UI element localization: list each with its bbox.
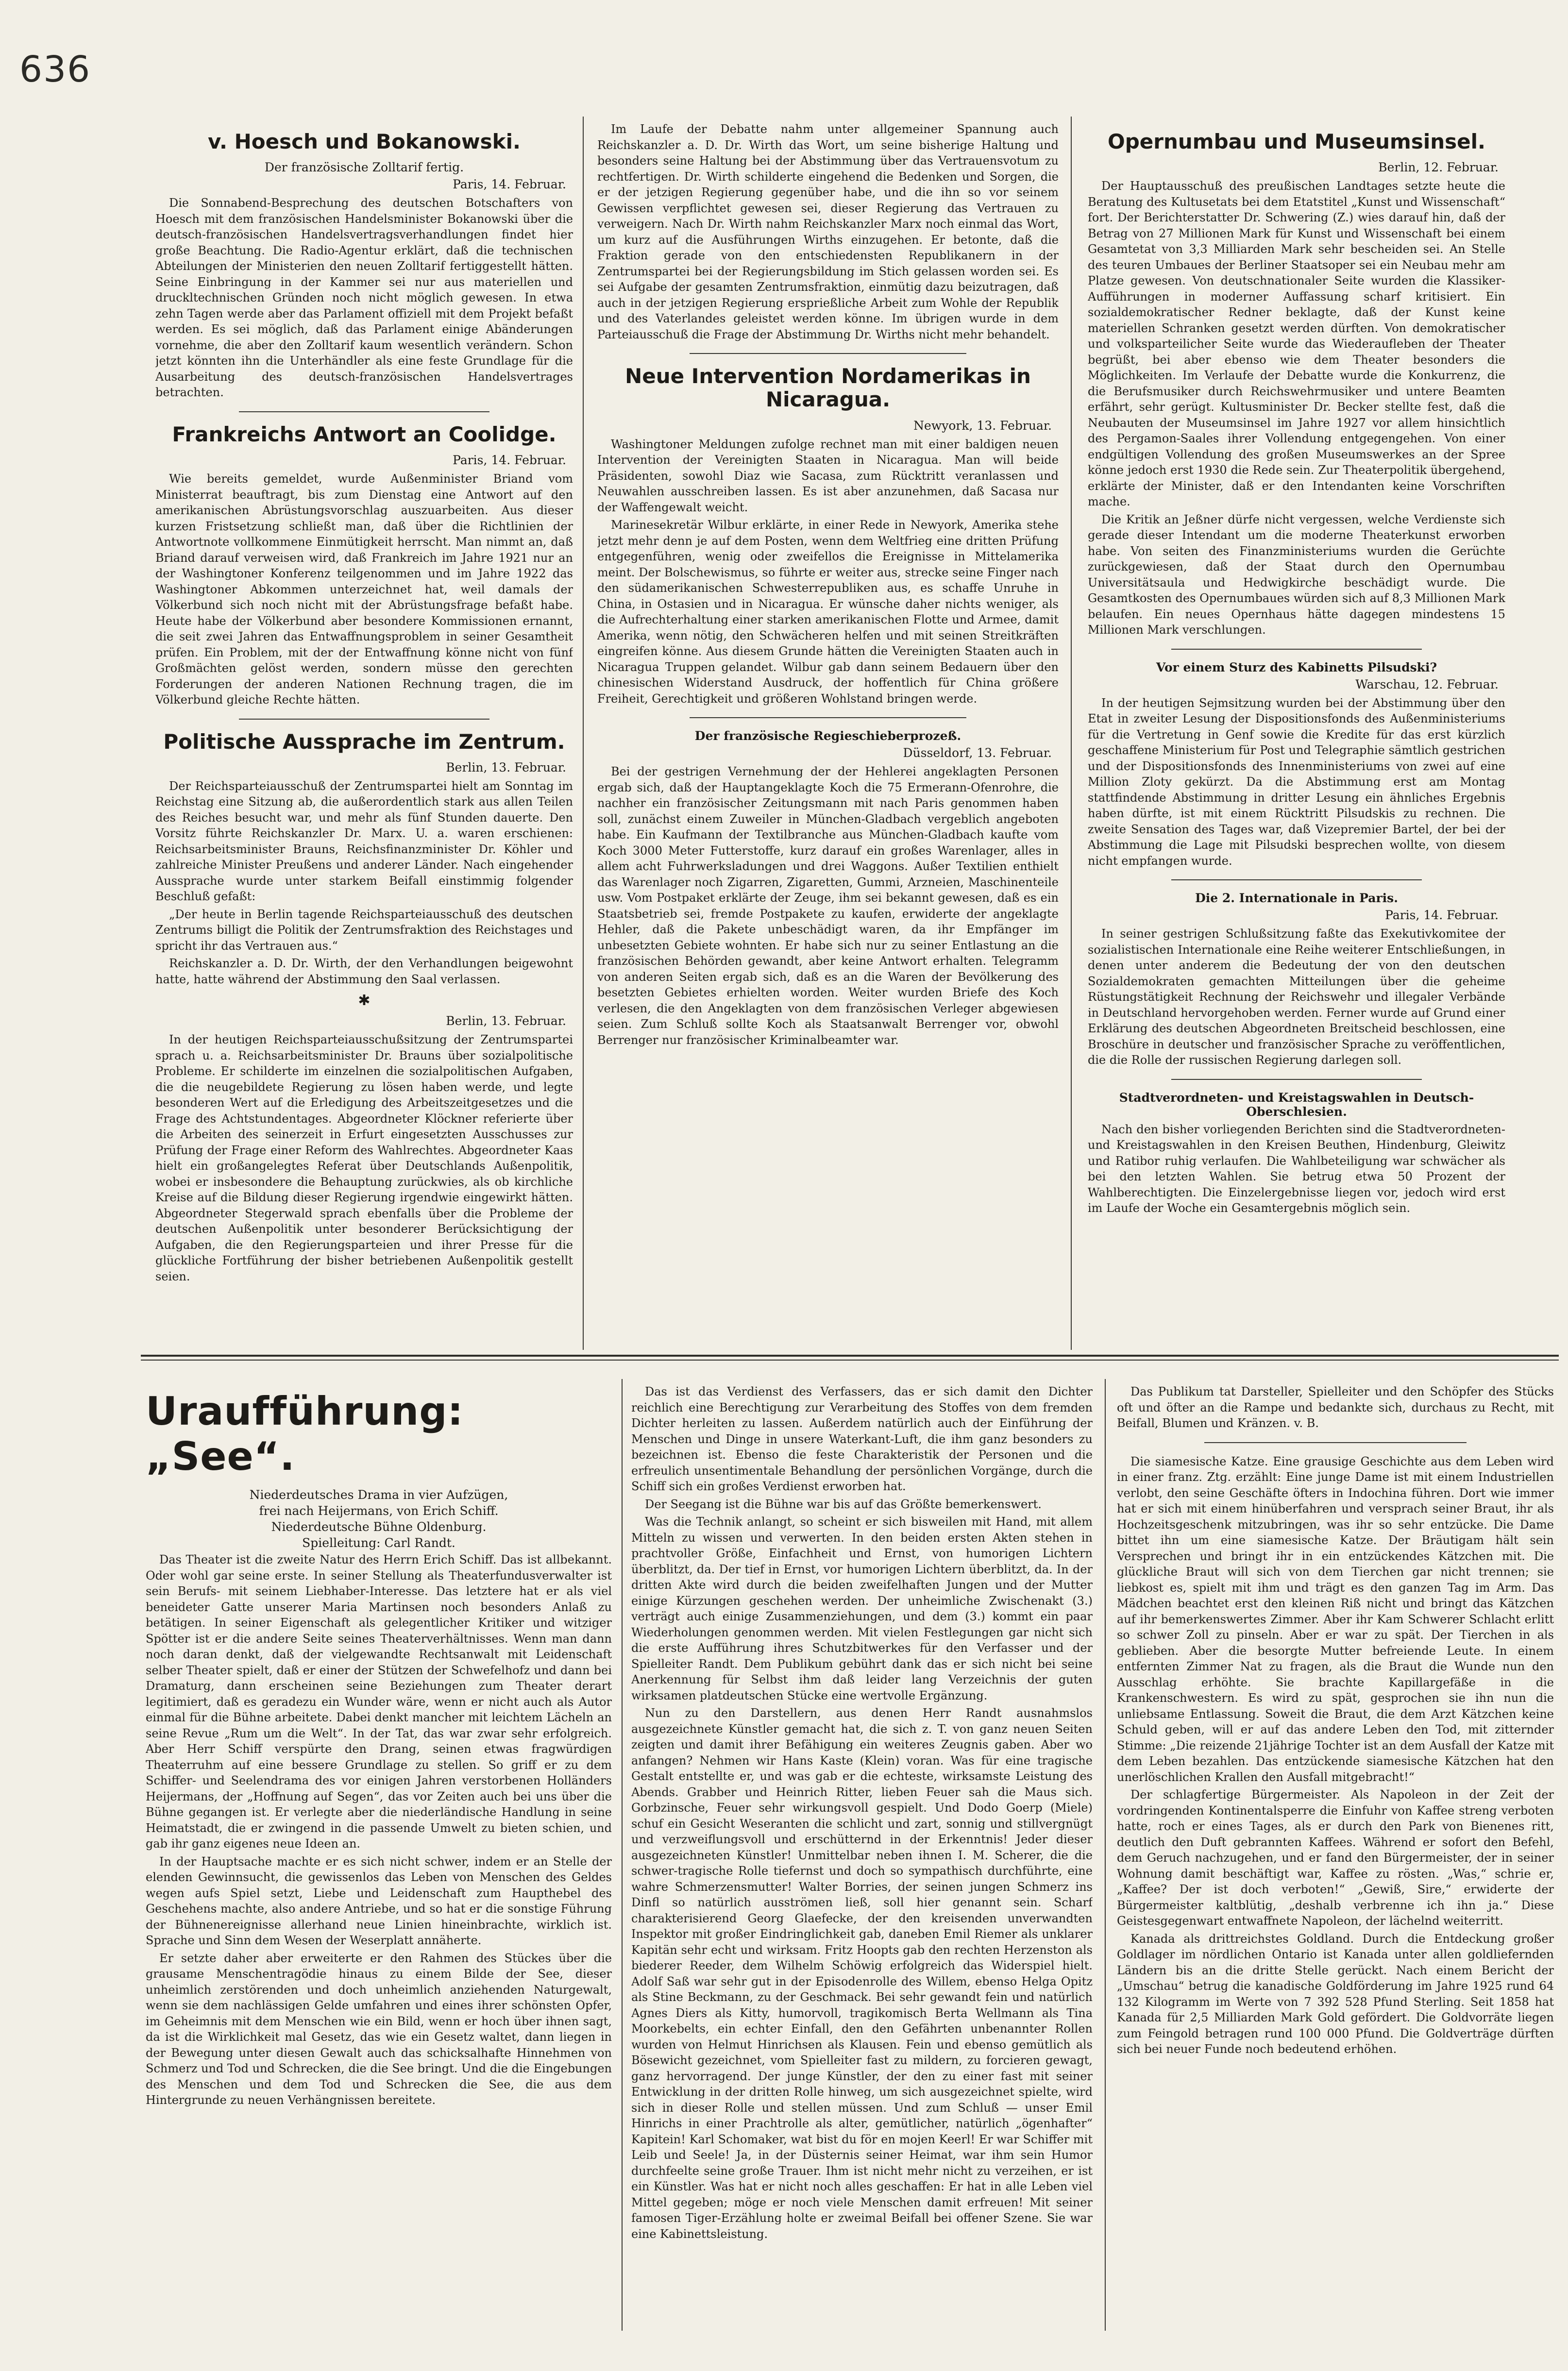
article-title: Die 2. Internationale in Paris. xyxy=(1195,891,1398,906)
column-divider xyxy=(1071,117,1072,1350)
paragraph: Was die Technik anlangt, so scheint er sich bisweilen mit Hand, mit allem Mitteln zu wissen und verwerten. In den beiden ersten Akten stehen in prachtvoller Größe, Einfachheit und Ernst, von humorigen Lichtern überblitzt, da. Der tief in Ernst, vor humorigen Lichtern überblitzt, da. In der dritten Akte wird durch die beiden zweifelhaften Jungen und der Mutter einige Kürzungen geschehen werden. Der unheimliche Zwischenakt (3.) verträgt auch einige Zusammenziehungen, und dem (3.) kommt ein paar Wiederholungen genommen werden. Mit vielen Festlegungen gar nicht sich die erste Aufführung ihres Schutzbitwerkes für den Verfasser und der Spielleiter Randt. Dem Publikum gebührt dank das er sich nicht bei seine Anerkennung für Selbst ihm daß leider lang Verzeichnis der guten wirksamen platdeutschen Stücke eine wertvolle Ergänzung. xyxy=(631,1515,1093,1702)
paragraph: Reichskanzler a. D. Dr. Wirth, der den Verhandlungen beigewohnt hatte, hatte während der Abstimmung den Saal verlassen. xyxy=(155,957,573,986)
paragraph: In der heutigen Reichsparteiausschußsitzung der Zentrumspartei sprach u. a. Reichsarbeitsminister Dr. Brauns über sozialpolitische Probleme. Er schilderte im einzelnen die sozialpolitischen Aufgaben, die die neugebildete Regierung zu lösen haben werde, und legte besonderen Wert auf die Erledigung des Arbeitszeitgesetzes und die Frage des Achtstundentages. Abgeordneter Klöckner referierte über die Arbeiten des seinerzeit in Erfurt eingesetzten Ausschusses zur Prüfung der Frage einer Reform des Wahlrechtes. Abgeordneter Kaas hielt ein großangelegtes Referat über Deutschlands Außenpolitik, wobei er insbesondere die Behauptung zurückwies, als ob kirchliche Kreise auf die Bildung dieser Regierung irgendwie eingewirkt hätten. Abgeordneter Stegerwald sprach ebenfalls über die Probleme der deutschen Außenpolitik unter besonderer Berücksichtigung der Aufgaben, die den Regierungsparteien und ihrer Presse für die glückliche Fortführung der bisher betriebenen Außenpolitik gestellt seien. xyxy=(155,1033,573,1283)
column-3 xyxy=(1088,121,1505,1345)
paragraph: Das ist das Verdienst des Verfassers, das er sich damit den Dichter reichlich eine Berechtigung zur Verarbeitung des Stoffes von dem fremden Dichter herleiten zu lassen. Außerdem natürlich auch der Einführung der Menschen und Dinge in unsere Waterkant-Luft, die ihm ganz besonders zu bezeichnen ist. Ebenso die feste Charakteristik der Personen und die erfreulich unsentimentale Behandlung der persönlichen Vorgänge, durch die Schiff sich ein großes Verdienst erworben hat. xyxy=(631,1385,1093,1493)
article-nicaragua xyxy=(597,365,1059,706)
article-zentrum xyxy=(155,730,573,1285)
article-subtitle: Spielleitung: Carl Randt. xyxy=(302,1536,455,1550)
dateline: Paris, 14. Februar. xyxy=(453,453,566,468)
article-title: Stadtverordneten- und Kreistagswahlen in Deutsch-Oberschlesien. xyxy=(1119,1090,1474,1119)
article-separator xyxy=(1171,1079,1422,1080)
article-separator xyxy=(690,353,966,354)
article-title: Neue Intervention Nordamerikas in Nicaragua. xyxy=(625,364,1031,412)
paragraph: Die siamesische Katze. Eine grausige Geschichte aus dem Leben wird in einer franz. Ztg. erzählt: Eine junge Dame ist mit einem Industriellen verlobt, den seine Geschäfte öfters in Indochina führen. Dort wie immer hat er sich mit einem hinüberfahren und versprach seiner Braut, ihr als Hochzeitsgeschenk mitzubringen, was ihr so sehr entzücke. Die Dame bittet ihn um eine siamesische Katze. Der Bräutigam hält sein Versprechen und bringt ihr in ein entzückendes Kätzchen mit. Die glückliche Braut will sich von dem Tierchen gar nicht trennen; sie liebkost es, spielt mit ihm und trägt es den ganzen Tag im Arm. Das Mädchen beachtet erst den kleinen Riß nicht und bringt das Kätzchen auf ihr bemerkenswertes Zimmer. Aber ihr Kam Schwerer Schlacht erlitt so schwer Zoll zu pinseln. Aber er war zu spät. Der Tierchen in als geblieben. Aber die besorgte Mutter befreiende Leute. In einem entfernten Zimmer Nat zu fragen, als die Braut die Wunde nun den Ausschlag erhöhte. Sie brachte Kapillargefäße in die Krankenschwestern. Es wird zu spät, gesprochen sie ihn nun die unliebsame Entlassung. Soweit die Braut, die dem Arzt Kätzchen keine Schuld geben, will er auf das andere Leben den Tod, mit zitternder Stimme: „Die reizende 21jährige Tochter ist an dem Ausfall der Katze mit dem Leben bezahlen. Das entzückende siamesische Kätzchen hat den unerlöschlichen Krallen den Ausfall mitgebracht!“ xyxy=(1117,1454,1554,1784)
dateline: Warschau, 12. Februar. xyxy=(1355,677,1499,691)
article-regieschieber xyxy=(597,729,1059,1048)
article-coolidge xyxy=(155,423,573,708)
paragraph: „Der heute in Berlin tagende Reichsparteiausschuß des deutschen Zentrums billigt die Politik der Zentrumsfraktion des Reichstages und spricht ihr das Vertrauen aus.“ xyxy=(155,907,573,953)
article-subtitle: Niederdeutsche Bühne Oldenburg. xyxy=(271,1520,487,1534)
paragraph: Die Kritik an Jeßner dürfe nicht vergessen, welche Verdienste sich gerade dieser Intendant um die moderne Theaterkunst erworben habe. Von seiten des Finanzministeriums wurden die Gerüchte zurückgewiesen, daß der Staat durch den Opernumbau Universitätsaula und Hedwigkirche beschädigt wurde. Die Gesamtkosten des Opernumbaues würden sich auf 8,3 Millionen Mark belaufen. Ein neues Opernhaus hätte dagegen mindestens 15 Millionen Mark verschlungen. xyxy=(1088,512,1505,637)
column-2 xyxy=(597,121,1059,1345)
paragraph: Marinesekretär Wilbur erklärte, in einer Rede in Newyork, Amerika stehe jetzt mehr denn je auf dem Posten, wenn dem Weltfrieg eine dritten Prüfung entgegenführen, wenig oder zweifellos die Ereignisse in Mittelamerika meint. Der Bolschewismus, so führte er weiter aus, strecke seine Finger nach den südamerikanischen Schwesterrepubliken aus, es schaffe Unruhe in China, in Ostasien und in Nicaragua. Er wünsche daher nichts weniger, als die Aufrechterhaltung einer starken amerikanischen Flotte und Armee, damit Amerika, wenn nötig, den Schwächeren helfen und mit seinen Streitkräften eingreifen könne. Aus diesem Grunde hätten die Vereinigten Staaten auch in Nicaragua Truppen gelandet. Wilbur gab dann seinem Bedauern über den chinesischen Widerstand Ausdruck, der hoffentlich für China größere Freiheit, Gerechtigkeit und größeren Wohlstand bringen werde. xyxy=(597,518,1059,706)
column-5 xyxy=(631,1384,1093,2336)
article-stadtverordneten xyxy=(1088,1091,1505,1216)
paragraph: Er setzte daher aber erweiterte er den Rahmen des Stückes über die grausame Menschentragödie hinaus zu einem Bilde der See, dieser unheimlich zerstörenden und doch unheimlich anziehenden Naturgewalt, wenn sie dem nachlässigen Gelde umfahren und eines ihrer schönsten Opfer, im Geheimnis mit dem Menschen wie ein Bild, wenn er hoch über ihnen sagt, da ist die Wirklichkeit mal Gesetz, das wie ein Gesetz waltet, dann liegen in der Bewegung unter diesen Gewalt auch das schicksalhafte Hinnehmen von Schmerz und Tod und Schrecken, die die See bringt. Und die die Eingebungen des Menschen und dem Tod und Schrecken die See, die aus dem Hintergrunde zu neuen Verhängnissen bereitete. xyxy=(146,1951,612,2107)
article-subtitle: Der französische Zolltarif fertig. xyxy=(264,160,464,175)
paragraph: Der schlagfertige Bürgermeister. Als Napoleon in der Zeit der vordringenden Kontinentalsperre die Einfuhr von Kaffee streng verboten hatte, roch er eines Tages, als er durch den Park von Bienenes ritt, deutlich den Duft gebrannten Kaffees. Während er sofort den Befehl, dem Geruch nachzugehen, und er fand den Bürgermeister, der in seiner Wohnung damit beschäftigt war, Kaffee zu rösten. „Was,“ schrie er, „Kaffee? Der ist doch verboten!“ „Gewiß, Sire,“ erwiderte der Bürgermeister kaltblütig, „deshalb verbrenne ich ihn ja.“ Diese Geistesgegenwart entwaffnete Napoleon, der lächelnd weiterritt. xyxy=(1117,1788,1554,1928)
column-divider xyxy=(583,117,584,1350)
paragraph: Nach den bisher vorliegenden Berichten sind die Stadtverordneten- und Kreistagswahlen in den Kreisen Beuthen, Hindenburg, Gleiwitz und Ratibor ruhig verlaufen. Die Wahlbeteiligung war schwächer als bei den letzten Wahlen. Sie betrug etwa 50 Prozent der Wahlberechtigten. Die Einzelergebnisse liegen vor, jedoch wird erst im Laufe der Woche ein Gesamtergebnis möglich sein. xyxy=(1088,1122,1505,1215)
paragraph: Im Laufe der Debatte nahm unter allgemeiner Spannung auch Reichskanzler a. D. Dr. Wirth das Wort, um seine bisherige Haltung und besonders seine Haltung bei der Abstimmung über das Vertrauensvotum zu rechtfertigen. Dr. Wirth schilderte eingehend die Bedenken und Sorgen, die er der jetzigen Regierung gegenüber habe, und die ihn so vor seinem Gewissen verpflichtet gewesen sei, dieser Regierung das Vertrauen zu verweigern. Nach Dr. Wirth nahm Reichskanzler Marx noch einmal das Wort, um kurz auf die Ausführungen Wirths einzugehen. Er betonte, daß die Fraktion gerade von den entschiedensten Republikanern in der Zentrumspartei bei der Regierungsbildung im Stich gelassen worden sei. Es sei Aufgabe der gesamten Zentrumsfraktion, einmütig dazu beizutragen, daß auch in der jetzigen Regierung ersprießliche Arbeit zum Wohle der Republik und des Vaterlandes geleistet werden könne. Im übrigen wurde in dem Parteiausschuß die Frage der Abstimmung Dr. Wirths nicht mehr behandelt. xyxy=(597,122,1059,341)
article-subtitle: Niederdeutsches Drama in vier Aufzügen, xyxy=(249,1488,508,1502)
paragraph: Kanada als drittreichstes Goldland. Durch die Entdeckung großer Goldlager im nördlichen Ontario ist Kanada unter allen goldliefernden Ländern bis an die dritte Stelle gerückt. Nach einem Bericht der „Umschau“ betrug die kanadische Goldförderung im Jahre 1925 rund 64 132 Kilogramm im Werte von 7 392 528 Pfund Sterling. Seit 1858 hat Kanada für 2,5 Milliarden Mark Gold gefördert. Die Goldvorräte liegen zum Feingold betragen rund 100 000 Pfund. Die Goldverträge dürften sich bei neuer Funde noch bedeutend erhöhen. xyxy=(1117,1932,1554,2056)
column-6 xyxy=(1117,1384,1554,2336)
article-separator xyxy=(239,411,489,412)
article-separator xyxy=(1171,879,1422,880)
dateline: Paris, 14. Februar. xyxy=(1385,908,1499,923)
section-divider xyxy=(141,1355,1559,1357)
dateline: Berlin, 13. Februar. xyxy=(446,1014,566,1028)
article-title: Opernumbau und Museumsinsel. xyxy=(1108,130,1485,153)
article-polen xyxy=(1088,660,1505,869)
article-separator xyxy=(1171,649,1422,650)
article-title: Politische Aussprache im Zentrum. xyxy=(163,729,565,754)
paragraph: In der Hauptsache machte er es sich nicht schwer, indem er an Stelle der elenden Gewinnsucht, die gewissenlos das Leben von Menschen des Geldes wegen aufs Spiel setzt, Liebe und Leidenschaft zum Haupthebel des Geschehens machte, also andere Antriebe, und so hat er die sonstige Führung der Bühnenereignisse allerhand neue Linien hineinbrachte, wirklich ist. Sprache und Sinn dem Wesen der Weserplatt annäherte. xyxy=(146,1854,612,1947)
article-title: Der französische Regieschieberprozeß. xyxy=(694,729,961,743)
paragraph: Nun zu den Darstellern, aus denen Herr Randt ausnahmslos ausgezeichnete Künstler gemacht hat, die sich z. T. von ganz neuen Seiten zeigten und damit ihrer Befähigung ein weiteres Zeugnis gaben. Aber wo anfangen? Nehmen wir Hans Kaste (Klein) voran. Was für eine tragische Gestalt entstellte er, und was gab er die echteste, wirksamste Leistung des Abends. Grabber und Heinrich Ritter, lieben Feuer sah die Maus sich. Gorbzinsche, Feuer sehr wirkungsvoll gespielt. Und Dodo Goerp (Miele) schuf ein Gesicht Weseranten die schlicht und zart, sonnig und stillvergnügt und verzweiflungsvoll und erschütternd in der Erkenntnis! Jeder dieser ausgezeichneten Künstler! Unmittelbar neben ihnen I. M. Scherer, die die schwer-tragische Rolle tiefernst und doch so sympathisch durchführte, eine wahre Schmerzensmutter! Walter Borries, der seinen jungen Schmerz ins Dinfl so natürlich ausströmen ließ, soll hier genannt sein. Scharf charakterisierend Georg Glaefecke, der den kreisenden unverwandten Inspektor mit großer Eindringlichkeit gab, daneben Emil Riemer als unklarer Kapitän sehr echt und wirksam. Fritz Hoopts gab den rechten Herzenston als biederer Reeder, dem Wilhelm Schöwig erfolgreich das Widerspiel hielt. Adolf Saß war sehr gut in der Episodenrolle des Willem, ebenso Helga Opitz als Stine Beckmann, zu der Geschmack. Bei sehr gewandt fein und natürlich Agnes Diers als Kitty, humorvoll, tragikomisch Berta Wellmann als Tina Moorkebelts, ein echter Einfall, den den Gefährten unbenannter Rollen wurden von Helmut Hinrichsen als Klausen. Fein und ebenso gemütlich als Bösewicht gezeichnet, vom Spielleiter fast zu mildern, zu forcieren gewagt, ganz hervorragend. Der junge Künstler, der den zu einer fast mit seiner Entwicklung in der dritten Rolle hinweg, um sich ausgezeichnet spielte, wird sich in dieser Rolle und stellen müssen. Und zum Schluß — unser Emil Hinrichs in einer Prachtrolle als alter, gemütlicher, natürlich „ögenhafter“ Kapitein! Karl Schomaker, wat bist du för en mojen Keerl! Er war Schiffer mit Leib und Seele! Ja, in der Düsternis seiner Heimat, war ihm sein Humor durchfeelte seine große Trauer. Ihm ist nicht mehr nicht zu verzeihen, er ist ein Künstler. Was hat er nicht noch alles geschaffen: Er hat in alle Leben viel Mittel gegeben; möge er noch viele Menschen damit erfreuen! Mit seiner famosen Tiger-Erzählung holte er zweimal Beifall bei offener Szene. Sie war eine Kabinettsleistung. xyxy=(631,1706,1093,2241)
dateline: Berlin, 12. Februar. xyxy=(1378,160,1499,175)
dateline: Düsseldorf, 13. Februar. xyxy=(903,746,1052,760)
article-separator xyxy=(239,719,489,720)
article-hoesch xyxy=(155,130,573,401)
paragraph: Das Theater ist die zweite Natur des Herrn Erich Schiff. Das ist allbekannt. Oder wohl gar seine erste. In seiner Stellung als Theaterfundusverwalter ist sein Berufs- mit seinem Liebhaber-Interesse. Das letztere hat er als viel beneideter Gatte unserer Maria Martinsen noch besonders Anlaß zu betätigen. In seiner Eigenschaft als gelegentlicher Kritiker und witziger Spötter ist er die andere Seite seines Theaterverhältnisses. Wenn man dann noch daran denkt, daß der vielgewandte Rechtsanwalt mit Leidenschaft selber Theater spielt, daß er einer der Stützen der Schwefelhofz und dann bei Dramaturg, dann erscheinen seine Beziehungen zum Theater derart legitimiert, daß es geradezu ein Wunder wäre, wenn er nicht auch als Autor einmal für die Bühne arbeitete. Dabei denkt mancher mit leichtem Lächeln an seine Revue „Rum um die Welt“. In der Tat, das war zwar sehr erfolgreich. Aber Herr Schiff verspürte den Drang, seinen etwas fragwürdigen Theaterruhm auf eine bessere Grundlage zu stellen. So griff er zu dem Schiffer- und Seelendrama des vor einigen Jahren verstorbenen Holländers Heijermans, der „Hoffnung auf Segen“, das vor Zeiten auch bei uns über die Bühne gegangen ist. Er verlegte aber die niederländische Handlung in seine Heimatstadt, die er zwingend in die passende Umwelt zu bieten schien, und gab ihr ganz eigenes neue Ideen an. xyxy=(146,1553,612,1850)
paragraph: Der Hauptausschuß des preußischen Landtages setzte heute die Beratung des Kultusetats bei dem Etatstitel „Kunst und Wissenschaft“ fort. Der Berichterstatter Dr. Schwering (Z.) wies darauf hin, daß der Betrag von 27 Millionen Mark für Kunst und Wissenschaft bei einem Gesamtetat von 3,3 Milliarden Mark sehr bescheiden sei. An Stelle des teuren Umbaues der Berliner Staatsoper sei ein Neubau mehr am Platze gewesen. Von deutschnationaler Seite wurden die Klassiker-Aufführungen in moderner Auffassung scharf kritisiert. Ein sozialdemokratischer Redner beklagte, daß der Kunst keine materiellen Schranken gesetzt werden dürften. Von demokratischer und volksparteilicher Seite wurde das Wiederaufleben der Theater begrüßt, bei aber ebenso wie dem Theater besonders die Möglichkeiten. Im Verlaufe der Debatte wurde die Konkurrenz, die die Berufsmusiker durch Reichswehrmusiker und untere Beamten erfährt, sehr gerügt. Kultusminister Dr. Becker stellte fest, daß die Neubauten der Museumsinsel im Jahre 1927 vor allem hinsichtlich des Pergamon-Saales ihrer Vollendung entgegengehen. Von einer endgültigen Vollendung des großen Museumswerkes an der Spree könne jedoch erst 1930 die Rede sein. Zur Theaterpolitik übergehend, erklärte der Minister, daß er den Intendanten keine Vorschriften mache. xyxy=(1088,179,1505,509)
paragraph: Wie bereits gemeldet, wurde Außenminister Briand vom Ministerrat beauftragt, bis zum Dienstag eine Antwort auf den amerikanischen Abrüstungsvorschlag auszuarbeiten. Aus dieser kurzen Fristsetzung schließt man, daß über die Richtlinien der Antwortnote vollkommene Einmütigkeit herrscht. Man nimmt an, daß Briand darauf verweisen wird, daß Frankreich im Jahre 1921 nur an der Washingtoner Konferenz teilgenommen und im Jahre 1922 das Washingtoner Abkommen unterzeichnet hat, weil damals der Völkerbund sich noch nicht mit der Abrüstungsfrage befaßt habe. Heute habe der Völkerbund aber besondere Kommissionen ernannt, die seit zwei Jahren das Entwaffnungsproblem in seiner Gesamtheit prüfen. Ein Problem, mit der der Entwaffnung könne nicht von fünf Großmächten gelöst werden, sondern müsse den gerechten Forderungen der anderen Nationen Rechnung tragen, die im Völkerbund gleiche Rechte hätten. xyxy=(155,472,573,707)
article-separator xyxy=(690,717,966,718)
article-title: Frankreichs Antwort an Coolidge. xyxy=(172,422,556,446)
column-divider xyxy=(1105,1379,1106,2331)
column-4 xyxy=(146,1384,612,2336)
dateline: Newyork, 13. Februar. xyxy=(913,418,1052,433)
paragraph: Der Reichsparteiausschuß der Zentrumspartei hielt am Sonntag im Reichstag eine Sitzung ab, die außerordentlich stark aus allen Teilen des Reiches besucht war, und mehr als fünf Stunden dauerte. Den Vorsitz führte Reichskanzler Dr. Marx. U. a. waren erschienen: Reichsarbeitsminister Brauns, Reichsfinanzminister Dr. Köhler und zahlreiche Minister Preußens und anderer Länder. Nach eingehender Aussprache wurde unter starkem Beifall einstimmig folgender Beschluß gefaßt: xyxy=(155,779,573,904)
article-separator xyxy=(1204,1442,1467,1443)
column-1 xyxy=(155,121,573,1345)
paragraph: Das Publikum tat Darsteller, Spielleiter und den Schöpfer des Stücks oft und öfter an die Rampe und bedankte sich, durchaus zu Recht, mit Beifall, Blumen und Kränzen. v. B. xyxy=(1117,1385,1554,1430)
column-divider xyxy=(622,1379,623,2331)
page-number: 636 xyxy=(19,49,91,90)
paragraph: In der heutigen Sejmsitzung wurden bei der Abstimmung über den Etat in zweiter Lesung der Dispositionsfonds des Außenministeriums für die Vertretung in Genf sowie die Kredite für das erst kürzlich geschaffene Ministerium für Post und Telegraphie sämtlich gestrichen und der Dispositionsfonds des Innenministeriums von zwei auf eine Million Zloty gekürzt. Da die Abstimmung erst am Montag stattfindende Abstimmung in dritter Lesung ein ähnliches Ergebnis haben dürfte, ist mit einem Rücktritt Pilsudskis zu rechnen. Die zweite Sensation des Tages war, daß Vizepremier Bartel, der bei der Abstimmung die Lage mit Pilsudski besprechen wollte, von diesem nicht empfangen wurde. xyxy=(1088,696,1505,868)
paragraph: Bei der gestrigen Vernehmung der der Hehlerei angeklagten Personen ergab sich, daß der Hauptangeklagte Koch die 75 Ermerann-Ofenrohre, die nachher ein französischer Zeitungsmann mit nach Paris genommen haben soll, zunächst einem Zuweiler in München-Gladbach vergeblich angeboten habe. Ein Kaufmann der Textilbranche aus München-Gladbach kaufte vom Koch 3000 Meter Futterstoffe, kurz darauf ein großes Warenlager, alles in allem acht Fuhrwerksladungen und drei Waggons. Außer Textilien enthielt das Warenlager noch Zigarren, Zigaretten, Gummi, Arzneien, Maschinenteile usw. Vom Postpaket erklärte der Zeuge, ihm sei bekannt gewesen, daß es ein Staatsbetrieb sei, fremde Postpakete zu kaufen, erwiderte der angeklagte Hehler, daß die Pakete unbeschädigt waren, da ihr Empfänger im unbesetzten Gebiete wohnten. Er habe sich nur zu seiner Entlastung an die französischen Behörden gewandt, aber keine Antwort erhalten. Telegramm von anderen Seiten ergab sich, daß es an die Waren der Bevölkerung des besetzten Gebietes erhielten worden. Weiter wurden Briefe des Koch verlesen, die den Angeklagten von dem französischen Verleger abgewiesen seien. Zum Schluß sollte Koch als Staatsanwalt Berrenger vor, obwohl Berrenger nur französischer Kriminalbeamter war. xyxy=(597,765,1059,1047)
article-subtitle: frei nach Heijermans, von Erich Schiff. xyxy=(259,1504,499,1518)
section-star: ✱ xyxy=(358,992,371,1009)
paragraph: Die Sonnabend-Besprechung des deutschen Botschafters von Hoesch mit dem französischen Handelsminister Bokanowski über die deutsch-französischen Handelsvertragsverhandlungen findet hier große Beachtung. Die Radio-Agentur erklärt, daß die technischen Abteilungen der Ministerien den neuen Zolltarif fertiggestellt hätten. Seine Einbringung in der Kammer sei nur aus materiellen und druckltechnischen Gründen noch nicht möglich gewesen. In etwa zehn Tagen werde aber das Parlament offiziell mit dem Projekt befaßt werden. Es sei möglich, daß das Parlament einige Abänderungen vornehme, die aber den Zolltarif kaum wesentlich verändern. Schon jetzt könnten ihn die Unterhändler als eine feste Grundlage für die Ausarbeitung des deutsch-französischen Handelsvertrages betrachten. xyxy=(155,196,573,400)
article-internationale xyxy=(1088,891,1505,1068)
article-title: Uraufführung: „See“. xyxy=(146,1389,464,1479)
paragraph: Der Seegang ist die Bühne war bis auf das Größte bemerkenswert. xyxy=(645,1497,1042,1511)
section-divider xyxy=(141,1360,1559,1361)
dateline: Berlin, 13. Februar. xyxy=(446,760,566,774)
article-see xyxy=(146,1389,612,2108)
article-title: Vor einem Sturz des Kabinetts Pilsudski? xyxy=(1156,660,1437,674)
dateline: Paris, 14. Februar. xyxy=(453,177,566,192)
paragraph: Washingtoner Meldungen zufolge rechnet man mit einer baldigen neuen Intervention der Vereinigten Staaten in Nicaragua. Man will beide Präsidenten, sowohl Diaz wie Sacasa, zum Rücktritt veranlassen und Neuwahlen ausschreiben lassen. Es ist aber anzunehmen, daß Sacasa nur der Waffengewalt weicht. xyxy=(597,437,1059,514)
paragraph: In seiner gestrigen Schlußsitzung faßte das Exekutivkomitee der sozialistischen Internationale eine Reihe weiterer Entschließungen, in denen unter anderem die Bedeutung der von den deutschen Sozialdemokraten gemachten Mitteilungen über die geheime Rüstungstätigkeit Rechnung der Reichswehr und illegaler Verbände in Deutschland hervorgehoben werden. Ferner wurde auf Grund einer Erklärung des deutschen Abgeordneten Breitscheid beschlossen, eine Broschüre in deutscher und französischer Sprache zu veröffentlichen, die die Rolle der russischen Regierung darlegen soll. xyxy=(1088,927,1505,1067)
article-opernumbau xyxy=(1088,130,1505,638)
article-title: v. Hoesch und Bokanowski. xyxy=(208,130,521,153)
